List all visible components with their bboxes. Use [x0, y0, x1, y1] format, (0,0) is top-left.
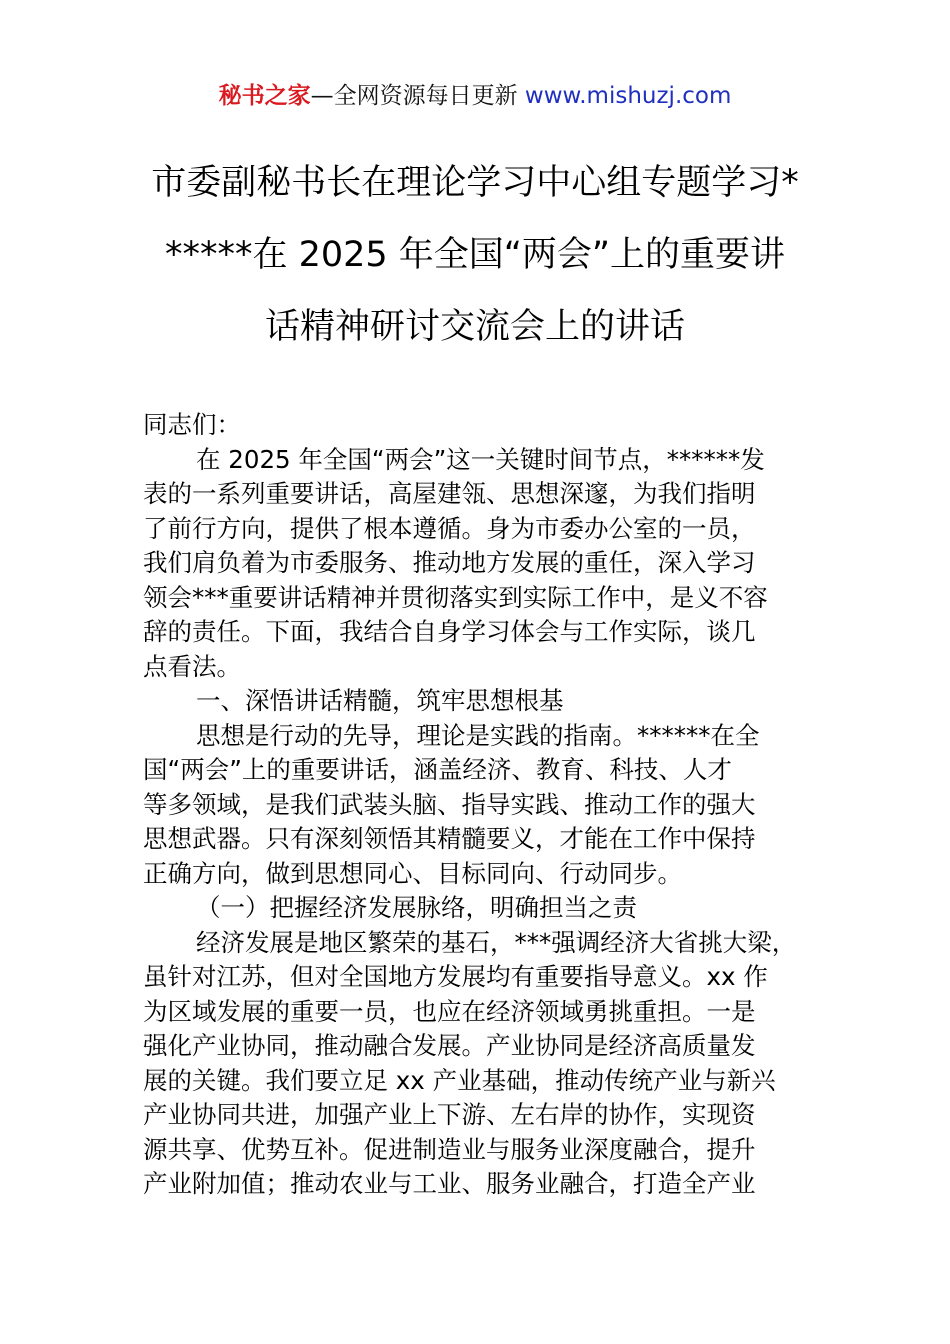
- body-line: 强化产业协同，推动融合发展。产业协同是经济高质量发: [143, 1031, 756, 1060]
- body-line: 点看法。: [143, 651, 241, 681]
- body-line: 辞的责任。下面，我结合自身学习体会与工作实际，谈几: [143, 617, 756, 646]
- body-line: 经济发展是地区繁荣的基石，***强调经济大省挑大梁，: [196, 927, 797, 957]
- body-line: 为区域发展的重要一员，也应在经济领域勇挑重担。一是: [143, 996, 756, 1026]
- salutation: 同志们：: [143, 410, 241, 439]
- document-body: [143, 408, 813, 1202]
- header-tagline: —全网资源每日更新: [310, 83, 525, 109]
- title-line: *****在 2025 年全国“两会”上的重要讲: [164, 235, 786, 275]
- section-heading: 一、深悟讲话精髓，筑牢思想根基: [196, 686, 564, 715]
- body-line: 思想武器。只有深刻领悟其精髓要义，才能在工作中保持: [143, 824, 756, 853]
- subsection-heading: （一）把握经济发展脉络，明确担当之责: [196, 893, 637, 922]
- body-line: 产业协同共进，加强产业上下游、左右岸的协作，实现资: [143, 1100, 756, 1129]
- body-line: 表的一系列重要讲话，高屋建瓴、思想深邃，为我们指明: [143, 479, 756, 508]
- body-line: 思想是行动的先导，理论是实践的指南。******在全: [196, 720, 760, 750]
- body-line: 等多领域，是我们武装头脑、指导实践、推动工作的强大: [143, 789, 756, 819]
- body-line: 在 2025 年全国“两会”这一关键时间节点，******发: [196, 444, 765, 474]
- title-line: 市委副秘书长在理论学习中心组专题学习*: [151, 163, 799, 203]
- brand-name: 秘书之家: [218, 83, 311, 109]
- body-line: 展的关键。我们要立足 xx 产业基础，推动传统产业与新兴: [143, 1065, 776, 1095]
- body-line: 领会***重要讲话精神并贯彻落实到实际工作中，是义不容: [143, 582, 768, 612]
- body-line: 了前行方向，提供了根本遵循。身为市委办公室的一员，: [143, 513, 756, 543]
- body-line: 源共享、优势互补。促进制造业与服务业深度融合，提升: [143, 1134, 756, 1164]
- site-url-link[interactable]: www.mishuzj.com: [524, 83, 732, 109]
- body-line: 虽针对江苏，但对全国地方发展均有重要指导意义。xx 作: [143, 962, 768, 991]
- body-line: 正确方向，做到思想同心、目标同向、行动同步。: [143, 858, 682, 888]
- body-line: 我们肩负着为市委服务、推动地方发展的重任，深入学习: [143, 548, 756, 577]
- document-title: [120, 147, 830, 363]
- title-line: 话精神研讨交流会上的讲话: [264, 307, 685, 347]
- site-header: [0, 80, 950, 112]
- body-line: 产业附加值；推动农业与工业、服务业融合，打造全产业: [143, 1169, 756, 1198]
- body-line: 国“两会”上的重要讲话，涵盖经济、教育、科技、人才: [143, 755, 732, 784]
